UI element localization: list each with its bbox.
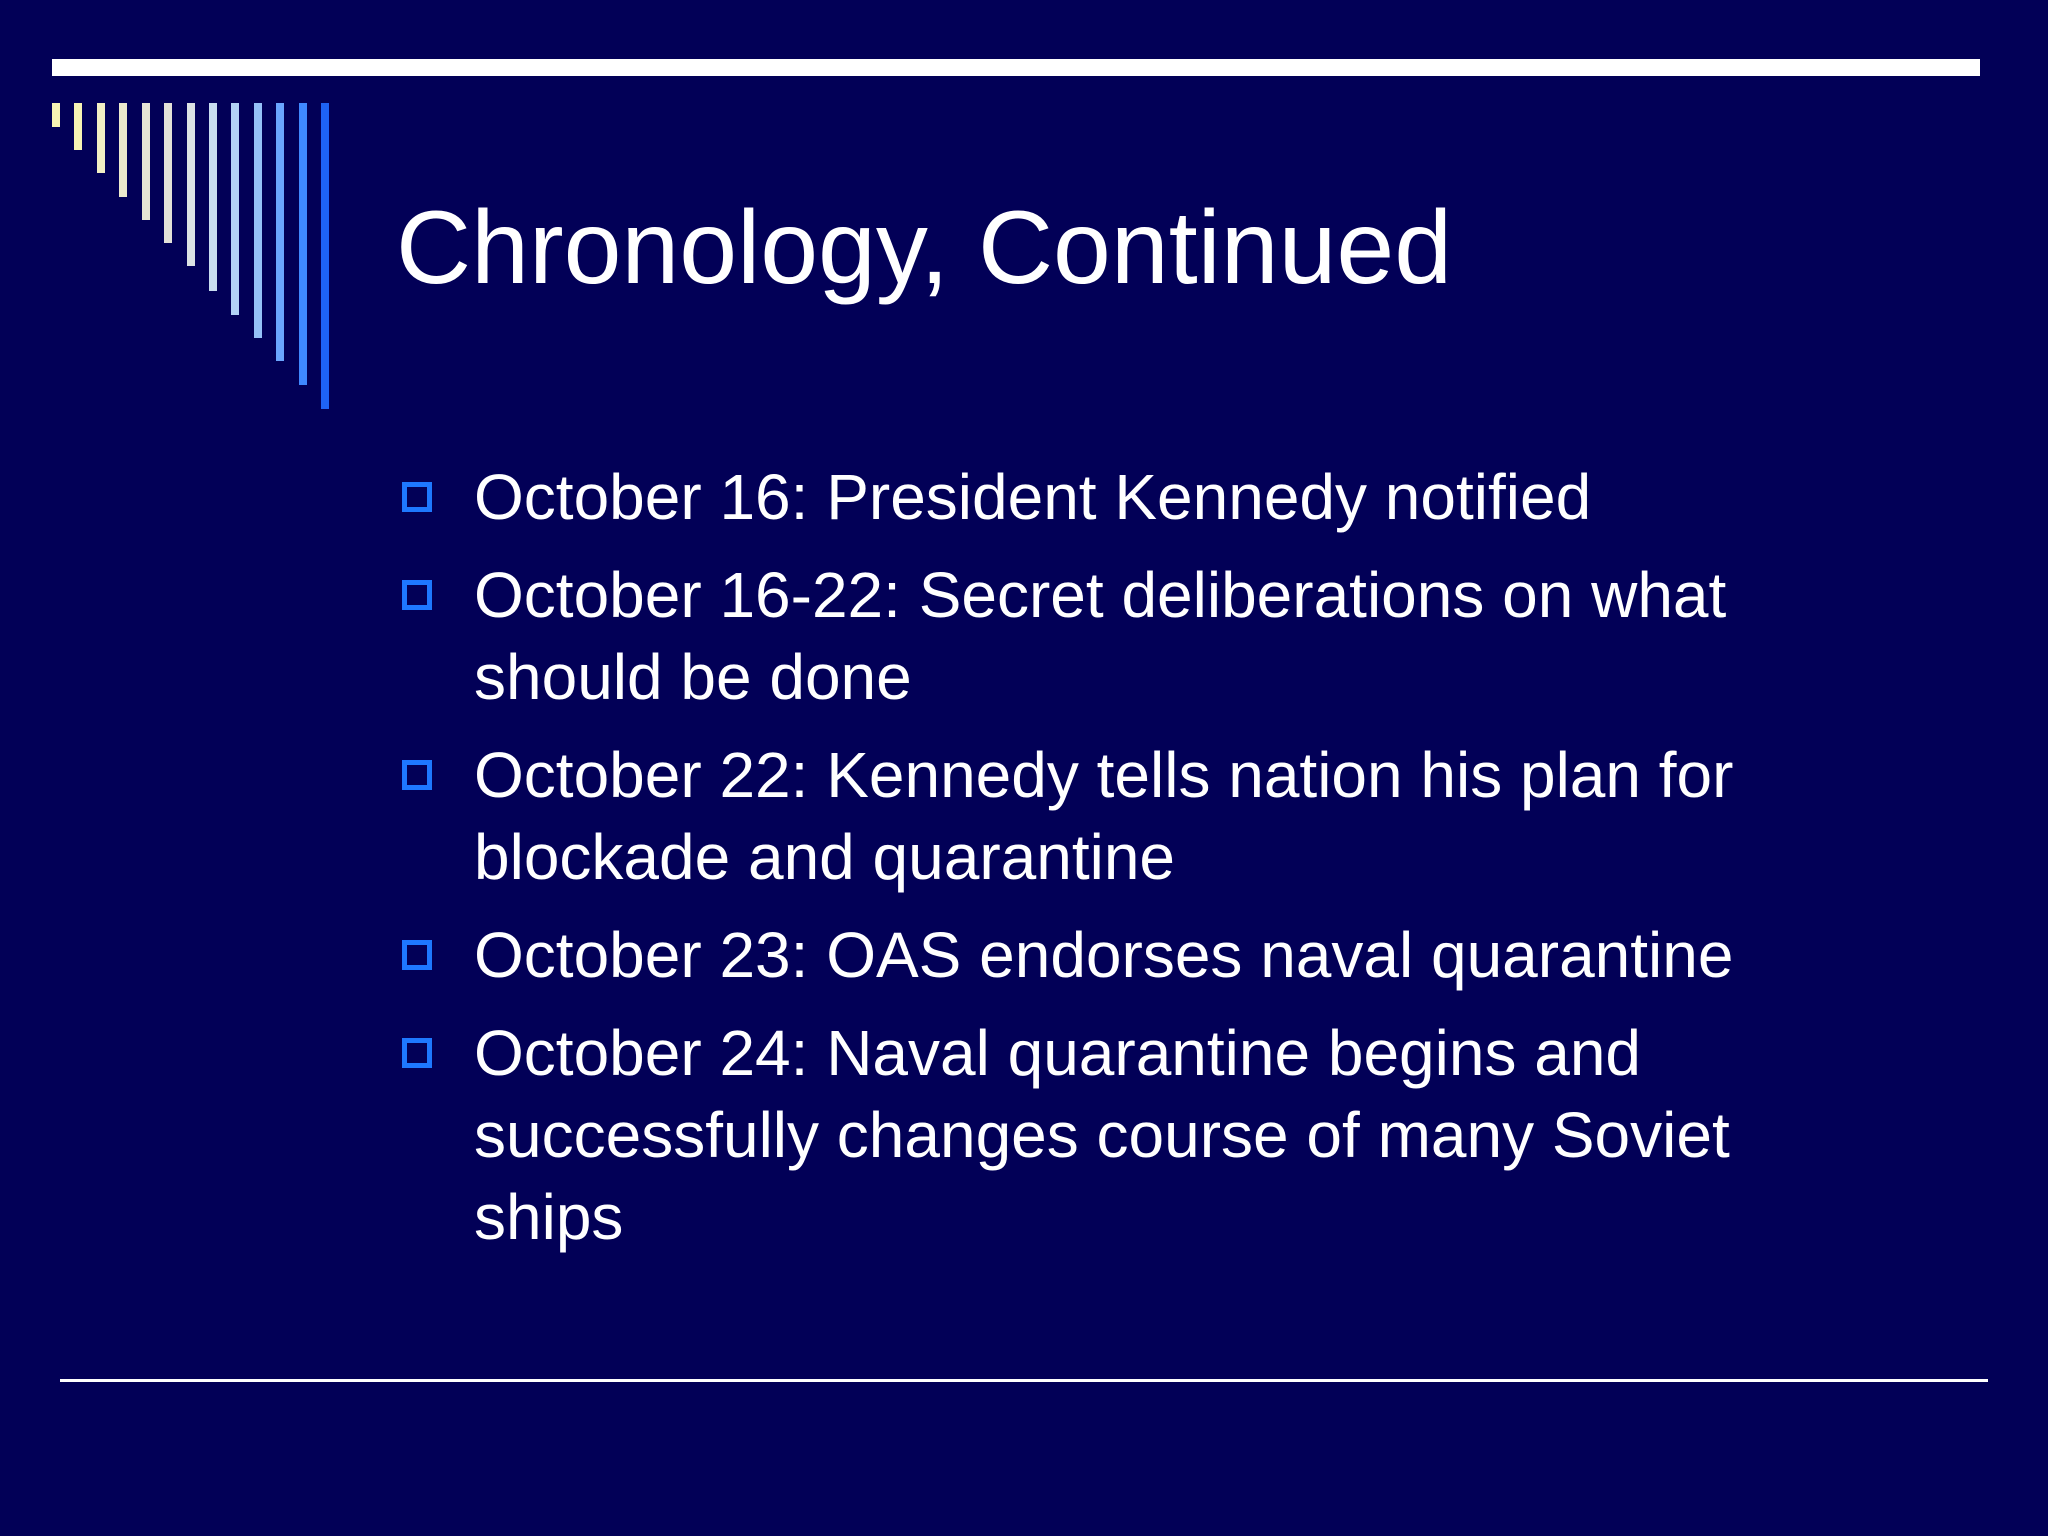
bullet-item xyxy=(396,1012,1856,1258)
stripe xyxy=(164,103,172,243)
stripe xyxy=(74,103,82,150)
slide-title: Chronology, Continued xyxy=(396,190,1453,306)
bullet-text: October 22: Kennedy tells nation his plan for blockade and quarantine xyxy=(474,739,1734,893)
bullet-item xyxy=(396,734,1856,898)
stripe xyxy=(97,103,105,173)
bullet-text: October 23: OAS endorses naval quarantine xyxy=(474,919,1734,991)
square-bullet-icon xyxy=(402,1038,432,1068)
stripe xyxy=(187,103,195,266)
stripe xyxy=(321,103,329,409)
square-bullet-icon xyxy=(402,940,432,970)
decorative-stripes xyxy=(0,0,340,420)
bullet-list xyxy=(396,456,1856,1274)
stripe xyxy=(276,103,284,361)
stripe xyxy=(142,103,150,220)
bullet-text: October 16: President Kennedy notified xyxy=(474,461,1592,533)
bullet-text: October 24: Naval quarantine begins and successfully changes course of many Soviet ships xyxy=(474,1017,1730,1253)
stripe xyxy=(254,103,262,338)
bullet-item xyxy=(396,554,1856,718)
bullet-text: October 16-22: Secret deliberations on what should be done xyxy=(474,559,1727,713)
bottom-rule xyxy=(60,1379,1988,1382)
bullet-item xyxy=(396,456,1856,538)
top-rule xyxy=(52,59,1980,76)
stripe xyxy=(209,103,217,291)
stripe xyxy=(231,103,239,315)
square-bullet-icon xyxy=(402,760,432,790)
square-bullet-icon xyxy=(402,482,432,512)
stripe xyxy=(52,103,60,127)
stripe xyxy=(299,103,307,385)
bullet-item xyxy=(396,914,1856,996)
stripe xyxy=(119,103,127,197)
square-bullet-icon xyxy=(402,580,432,610)
